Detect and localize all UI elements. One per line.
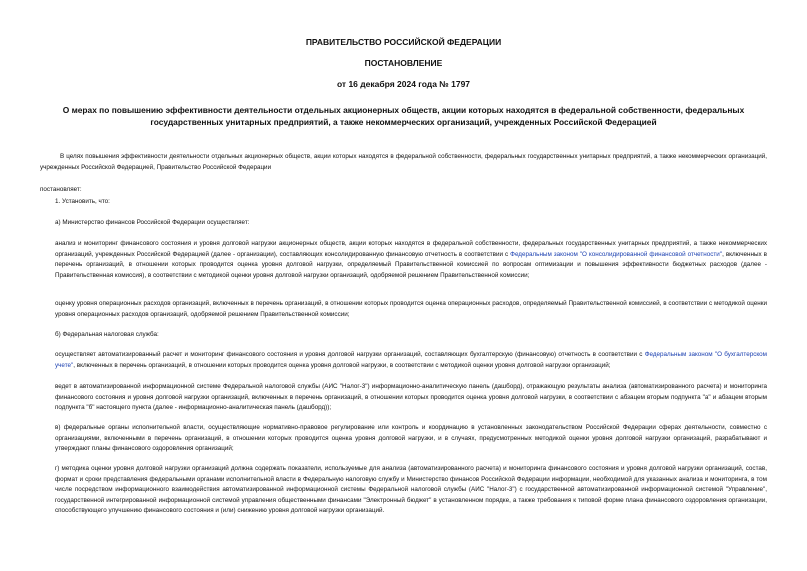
item-1b-calculation (55, 350, 767, 371)
resolves-paragraph: постановляет: (40, 186, 82, 193)
item-1b-calculation-text: осуществляет автоматизированный расчет и мониторинг финансового состояния и уровня долговой нагрузки организаций, составляющих бухгалтерскую (финансовую) отчетность в соответствии с (55, 351, 645, 358)
item-1b-calculation-text-cont: , включенных в перечень организаций, в отношении которых проводится оценка уровня долговой нагрузки, в соответствии с методикой оценки уровня долговой нагрузки организаций; (73, 361, 611, 369)
accounting-law-link[interactable]: Федеральным законом "О бухгалтерском учете" (55, 351, 767, 369)
item-1b: б) Федеральная налоговая служба: (55, 331, 159, 338)
item-1a-analysis-text: анализ и мониторинг финансового состояния и уровня долговой нагрузки акционерных обществ, акции которых находятся в федеральной собственности, федеральных государственных унитарных предприятий, а также некоммерческих организаций, учрежденных Российской Федерацией (далее - организации), составляющих консолидированную финансовую отчетность в соответствии с (55, 240, 767, 258)
item-1v: в) федеральные органы исполнительной власти, осуществляющие нормативно-правовое регулирование или контроль и координацию в установленных законодательством Российской Федерации сферах деятельности, совместно с организациями, включенными в перечень организаций, в отношении которых проводится оценка уровня долговой нагрузки, и в случаях, предусмотренных методикой оценки уровня долговой нагрузки организаций, разрабатывают и утверждают планы финансового оздоровления организаций; (55, 424, 767, 452)
document-title: О мерах по повышению эффективности деятельности отдельных акционерных обществ, акции которых находятся в федеральной собственности, федеральных государственных унитарных предприятий, а также некоммерческих организаций, учрежденных Российской Федерацией (62, 105, 745, 127)
item-1b-dashboard: ведет в автоматизированной информационной системе Федеральной налоговой службы (АИС "Налог-3") информационно-аналитическую панель (дашборд), отражающую результаты анализа (автоматизированного расчета) и мониторинга финансового состояния и уровня долговой нагрузки организаций, включенных в перечень организаций, в отношении которых проводится оценка уровня долговой нагрузки, в соответствии с абзацем вторым подпункта "а" и абзацем вторым подпункта "б" настоящего пункта (далее - информационно-аналитическая панель (дашборд)); (55, 383, 767, 411)
item-1a: а) Министерство финансов Российской Федерации осуществляет: (55, 219, 250, 226)
item-1a-operating-costs: оценку уровня операционных расходов организаций, включенных в перечень организаций, в отношении которых проводится оценка операционных расходов, определяемый Правительственной комиссией, в соответствии с методикой оценки уровня операционных расходов организаций, одобряемой решением Правительственной комиссии; (55, 300, 767, 318)
item-1g: г) методика оценки уровня долговой нагрузки организаций должна содержать показатели, используемые для анализа (автоматизированного расчета) и мониторинга финансового состояния и уровня долговой нагрузки организаций, состав, формат и сроки представления федеральными органами исполнительной власти в Федеральную налоговую службу и Министерство финансов Российской Федерации информации, необходимой для указанных анализа и мониторинга, в том числе посредством информационного взаимодействия автоматизированной информационной системы Федеральной налоговой службы (АИС "Налог-3") с государственной автоматизированной информационной системой "Управление", государственной интегрированной информационной системой управления общественными финансами "Электронный бюджет" в установленном порядке, а также требования к типовой форме плана финансового оздоровления организации, способствующего улучшению финансового состояния и (или) снижению уровня долговой нагрузки организаций. (55, 465, 767, 514)
intro-paragraph: В целях повышения эффективности деятельности отдельных акционерных обществ, акции которых находятся в федеральной собственности, федеральных государственных унитарных предприятий, а также некоммерческих организаций, учрежденных Российской Федерацией, Правительство Российской Федерации (40, 153, 767, 171)
item-1a-analysis (55, 239, 767, 281)
document-type-heading: ПОСТАНОВЛЕНИЕ (364, 58, 443, 68)
consolidated-reporting-law-link[interactable]: Федеральным законом "О консолидированной финансовой отчетности" (510, 250, 723, 258)
item-1a-analysis-text-cont: , включенных в перечень организаций, в отношении которых проводится оценка уровня долговой нагрузки, определяемый Правительственной комиссией по вопросам оптимизации и повышения эффективности бюджетных расходов (далее - Правительственная комиссия), в соответствии с методикой оценки уровня долговой нагрузки организаций, одобряемой решением Правительственной комиссии; (55, 250, 767, 279)
government-heading: ПРАВИТЕЛЬСТВО РОССИЙСКОЙ ФЕДЕРАЦИИ (305, 37, 502, 47)
item-1: 1. Установить, что: (55, 198, 110, 205)
date-number-heading: от 16 декабря 2024 года № 1797 (336, 79, 471, 89)
